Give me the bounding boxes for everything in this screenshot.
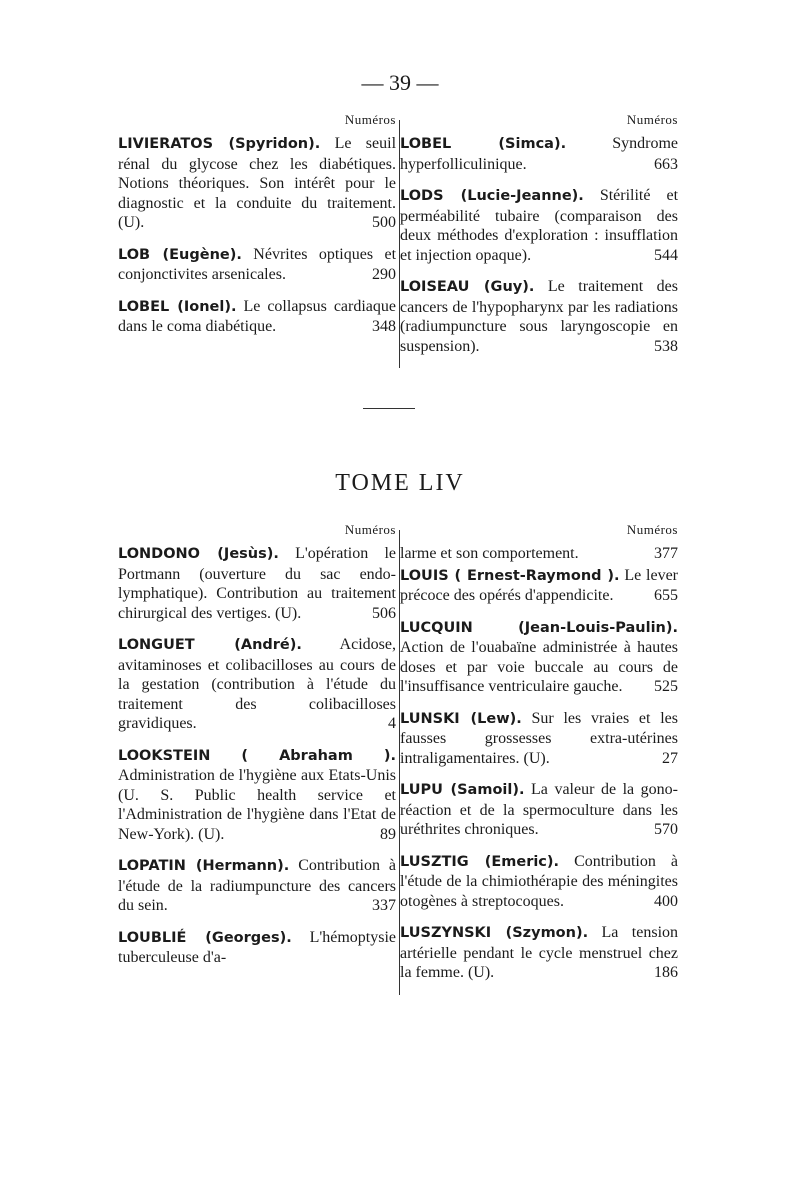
author-name: LUPU (Samoil). xyxy=(400,782,525,798)
bottom-right-column xyxy=(400,522,678,995)
author-name: LIVIERATOS (Spyridon). xyxy=(118,136,321,152)
index-entry xyxy=(118,245,396,285)
author-name: LOBEL (Ionel). xyxy=(118,298,237,315)
author-name: LONGUET (André). xyxy=(118,637,302,653)
author-name: LOPATIN (Hermann). xyxy=(118,858,290,874)
continued-entry xyxy=(400,544,678,564)
thesis-number: 544 xyxy=(648,246,678,266)
thesis-title: L'opération le Portmann (ouverture du sac endo-lymphatique). Contribution au traitement chirurgical des vertiges. (U). xyxy=(118,545,397,622)
thesis-title: Administration de l'hygiène aux Etats-Unis (U. S. Public health service et l'Administration de l'hygiène dans l'Etat de New-York). (U). xyxy=(118,767,396,843)
index-entry xyxy=(118,928,396,968)
index-entry xyxy=(400,852,678,912)
bottom-index-block xyxy=(118,522,678,995)
thesis-title: La tension artérielle pendant le cycle menstruel chez la femme. (U). xyxy=(400,924,679,981)
author-name: LUNSKI (Lew). xyxy=(400,710,522,727)
author-name: LUSZYNSKI (Szymon). xyxy=(400,925,589,941)
top-left-column xyxy=(118,112,396,368)
author-name: LOBEL (Simca). xyxy=(400,136,567,152)
index-entry xyxy=(118,297,396,337)
thesis-title: Acidose, avitaminoses et colibacilloses au cours de la gestation (contribution à l'étude du traitement des colibacilloses gravidiques. xyxy=(118,636,396,732)
thesis-number: 290 xyxy=(366,265,396,285)
thesis-title: Le collapsus cardiaque dans le coma diabétique. xyxy=(118,297,397,335)
author-name: LOB (Eugène). xyxy=(118,246,242,263)
index-entry xyxy=(400,618,678,697)
index-entry xyxy=(118,544,396,623)
thesis-number: 525 xyxy=(648,677,678,697)
index-entry xyxy=(118,134,396,233)
section-divider xyxy=(363,408,415,409)
thesis-number: 538 xyxy=(648,337,678,357)
thesis-title: Action de l'ouabaïne administrée à hautes doses et par voie buccale au cours de l'insuffisance ventriculaire gauche. xyxy=(400,639,678,695)
thesis-title: L'hémoptysie tuberculeuse d'a- xyxy=(118,928,396,966)
author-name: LUCQUIN (Jean-Louis-Paulin). xyxy=(400,619,678,636)
thesis-number: 655 xyxy=(648,586,678,606)
thesis-number: 663 xyxy=(648,155,678,175)
thesis-number: 89 xyxy=(374,825,396,845)
thesis-number: 186 xyxy=(648,963,678,983)
thesis-title: Contribution à l'étude de la radiumpuncture des cancers du sein. xyxy=(118,857,396,914)
thesis-number: 400 xyxy=(648,892,678,912)
author-name: LOOKSTEIN ( Abraham ). xyxy=(118,747,396,764)
index-entry xyxy=(118,635,396,734)
thesis-number: 377 xyxy=(648,544,678,564)
thesis-number: 337 xyxy=(366,896,396,916)
top-right-column xyxy=(400,112,678,368)
thesis-title: Stérilité et perméabilité tubaire (comparaison des deux méthodes d'exploration : insufflation et injection opaque). xyxy=(400,187,679,264)
top-index-block xyxy=(118,112,678,368)
index-entry xyxy=(400,277,678,356)
author-name: LODS (Lucie-Jeanne). xyxy=(400,188,584,204)
thesis-number: 500 xyxy=(366,213,396,233)
index-entry xyxy=(400,780,678,840)
thesis-number: 4 xyxy=(382,714,396,734)
thesis-title: Contribution à l'étude de la chimiothérapie des méningites otogènes à streptocoques. xyxy=(400,852,678,910)
index-entry xyxy=(400,186,678,265)
author-name: LOUIS ( Ernest-Raymond ). xyxy=(400,567,620,584)
index-entry xyxy=(118,856,396,916)
numeros-header: Numéros xyxy=(626,112,678,127)
author-name: LOUBLIÉ (Georges). xyxy=(118,929,292,946)
numeros-header: Numéros xyxy=(344,522,396,537)
index-entry xyxy=(118,746,396,845)
thesis-title: Névrites optiques et conjonctivites arsenicales. xyxy=(118,245,397,283)
index-entry xyxy=(400,709,678,769)
thesis-title: Le traitement des cancers de l'hypopharynx par les radiations (radiumpuncture sous laryngoscopie en suspension). xyxy=(400,278,678,355)
thesis-number: 506 xyxy=(366,604,396,624)
thesis-title: Le seuil rénal du glycose chez les diabétiques. Notions théoriques. Son intérêt pour le diagnostic et la conduite du traitement. (U). xyxy=(118,135,397,231)
index-entry xyxy=(400,923,678,983)
thesis-number: 27 xyxy=(656,749,678,769)
bottom-left-column xyxy=(118,522,396,995)
thesis-title: Le lever précoce des opérés d'appendicite. xyxy=(400,566,679,604)
thesis-title: La valeur de la gono-réaction et de la spermoculture dans les uréthrites chroniques. xyxy=(400,781,679,838)
index-entry xyxy=(400,566,678,606)
author-name: LONDONO (Jesùs). xyxy=(118,546,279,562)
thesis-number: 348 xyxy=(366,317,396,337)
thesis-title: Syndrome hyperfolliculinique. xyxy=(400,135,678,173)
numeros-header: Numéros xyxy=(344,112,396,127)
thesis-number: 570 xyxy=(648,820,678,840)
author-name: LUSZTIG (Emeric). xyxy=(400,853,560,870)
page-number: — 39 — xyxy=(361,70,439,95)
author-name: LOISEAU (Guy). xyxy=(400,279,535,295)
numeros-header: Numéros xyxy=(626,522,678,537)
thesis-title: Sur les vraies et les fausses grossesses extra-utérines intraligamentaires. (U). xyxy=(400,709,678,767)
tome-heading: TOME LIV xyxy=(335,470,465,496)
thesis-title: larme et son comportement. xyxy=(400,545,579,562)
index-entry xyxy=(400,134,678,174)
